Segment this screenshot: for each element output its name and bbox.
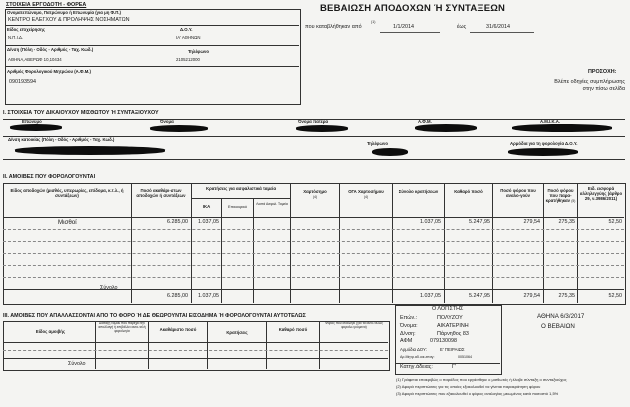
period-prefix: που καταβλήθηκαν από xyxy=(305,24,362,30)
taxed-income-table xyxy=(3,183,626,305)
section1-heading: Ι. ΣΤΟΙΧΕΙΑ ΤΟΥ ΔΙΚΑΙΟΥΧΟΥ ΜΙΣΘΩΤΟΥ Ή ΣΥΝΤΑΞΙΟΥΧΟΥ xyxy=(3,110,159,116)
row-tax-due: 279,54 xyxy=(523,219,540,225)
col-income-type: Είδος αποδοχών (μισθός, υπερωρίες, επίδομα, κ.τ.λ., ή συντάξεων) xyxy=(10,188,124,198)
sum-tax-withheld: 275,35 xyxy=(558,293,575,299)
accountant-name-label: Όνομα: xyxy=(400,323,418,329)
period-footnote-mark: (1) xyxy=(371,20,376,24)
section3-heading: ΙΙΙ. ΑΜΟΙΒΕΣ ΠΟΥ ΑΠΑΛΛΑΣΣΟΝΤΑΙ ΑΠΟ ΤΟ ΦΟΡΟ Ή ΔΕ ΘΕΩΡΟΥΝΤΑΙ ΕΙΣΟΔΗΜΑ Ή ΦΟΡΟΛΟΓΟΥΝΤΑΙ ΑΥΤΟΤΕΛΩΣ xyxy=(3,313,306,319)
footnote-1: (1) Γράφεται επακριβώς ο παρόδος που εργάσθηκε ο μισθωτός ή έλαβε σύνταξη ο συνταξιούχος xyxy=(396,377,567,382)
col-tax-withheld: Ποσό φόρου που παρα-κρατήθηκαν (5) xyxy=(545,188,576,203)
redacted-amika xyxy=(512,124,612,132)
accountant-doy-label: Αρμόδια ΔΟΥ: xyxy=(400,347,427,352)
col-other-funds: Λοιπά Ασφαλ. Ταμεία xyxy=(256,202,288,206)
redacted-address xyxy=(15,146,165,155)
beneficiary-phone-label: Τηλέφωνο xyxy=(367,141,388,146)
row-solidarity: 52,50 xyxy=(608,219,622,225)
accountant-category-label: Κατηγ.άδειας: xyxy=(400,364,433,370)
beneficiary-address-label: Δ/νση κατοικίας (Πόλη - Οδός - Αριθμός - Ταχ. Κωδ.) xyxy=(8,137,115,142)
col-gross: Ποσό ακαθάρι-στων αποδοχών ή συντάξεων xyxy=(136,188,186,198)
sum-tax-due: 279,54 xyxy=(523,293,540,299)
certifier-label: Ο ΒΕΒΑΙΩΝ xyxy=(541,323,575,330)
beneficiary-surname-label: Επώνυμο xyxy=(22,119,42,124)
sum-solidarity: 52,50 xyxy=(608,293,622,299)
row-total-deductions: 1.037,05 xyxy=(420,219,441,225)
col-legal-provision: Διάταξη νόμου που παρέχει την απαλλαγή ή επιβάλλει αυτο-τελή φορολογία xyxy=(98,321,146,333)
beneficiary-doy-label: Αρμόδια για τη φορολογία Δ.Ο.Υ. xyxy=(510,141,578,146)
accountant-reg-label: Αρ.Μητρ.αδ.οικ.επαγ: xyxy=(400,355,435,359)
employer-activity-label: Είδος επιχείρησης xyxy=(7,27,46,32)
redacted-afm xyxy=(415,124,477,132)
footnote-3: (3) Αφορά περιπτώσεις που εξακολουθεί ο φόρος αναλογίας μειωμένος κατά ποσοστό 1,5% xyxy=(396,391,559,396)
col-exempt-tax: Φόρος που αναλογεί (για τα αυτο-τελώς φορολο-γούμενα) xyxy=(325,321,383,329)
beneficiary-father-label: Όνομα πατέρα xyxy=(298,119,328,124)
document-title: ΒΕΒΑΙΩΣΗ ΑΠΟΔΟΧΩΝ Ή ΣΥΝΤΑΞΕΩΝ xyxy=(320,3,506,14)
sum-gross: 6.285,00 xyxy=(167,293,188,299)
employer-heading: ΣΤΟΙΧΕΙΑ ΕΡΓΟΔΟΤΗ - ΦΟΡΕΑ xyxy=(6,2,87,8)
redacted-surname xyxy=(10,124,62,131)
notice-line-2: στην πίσω σελίδα xyxy=(582,86,625,92)
accountant-name: ΑΙΚΑΤΕΡΙΝΗ xyxy=(437,323,469,329)
col-exempt-net: Καθαρό ποσό xyxy=(278,327,308,332)
employer-doy: ΙΑ' ΑΘΗΝΩΝ xyxy=(176,35,201,40)
footnote-2: (2) Αφορά περιπτώσεις για τις οποίες εξακολουθεί να γίνεται παρακράτηση φόρου xyxy=(396,384,541,389)
redacted-phone xyxy=(372,148,408,156)
col-net: Καθαρό ποσό xyxy=(454,189,483,194)
beneficiary-afm-label: Α.Φ.Μ. xyxy=(418,119,432,124)
accountant-address: Πάρνηθος 83 xyxy=(437,331,469,337)
sum-label: Σύνολο xyxy=(100,285,118,291)
col-exempt-gross: Ακαθάριστο ποσό xyxy=(159,327,197,332)
sum-net: 5.247,95 xyxy=(469,293,490,299)
col-exempt-deductions: Κρατήσεις xyxy=(226,330,248,335)
col-fee-type: Είδος αμοιβής xyxy=(35,329,66,334)
redacted-doy xyxy=(508,148,578,156)
employer-name: ΚΕΝΤΡΟ ΕΛΕΓΧΟΥ & ΠΡΟΛΗΨΗΣ ΝΟΣΗΜΑΤΩΝ xyxy=(8,17,130,23)
employer-afm-label: Αριθμός Φορολογικού Μητρώου (Α.Φ.Μ.) xyxy=(7,69,91,74)
employer-address: ΑΘΗΝΑ,ΑΒΕΡΩΦ 10,10434 xyxy=(8,57,62,62)
row-gross: 6.285,00 xyxy=(167,219,188,225)
row-salaries-label: Μισθοί xyxy=(58,219,77,226)
notice-line-1: Βλέπε οδηγίες συμπλήρωσης xyxy=(554,79,625,85)
employer-doy-label: Δ.Ο.Υ. xyxy=(180,27,193,32)
redacted-name xyxy=(150,125,208,132)
sum-ika: 1.037,05 xyxy=(198,293,219,299)
accountant-afm-label: ΑΦΜ xyxy=(400,338,413,344)
accountant-doy: Ε' ΠΕΙΡΑΙΩΣ xyxy=(440,347,465,352)
employer-afm: 090193594 xyxy=(9,79,36,85)
accountant-address-label: Δ/νση: xyxy=(400,331,416,337)
employer-address-label: Δ/νση (Πόλη - Οδός - Αριθμός - Ταχ. Κωδ.) xyxy=(7,47,94,52)
sum-total-deductions: 1.037,05 xyxy=(420,293,441,299)
beneficiary-amika-label: Α.Μ.Ι.Κ.Α. xyxy=(540,119,561,124)
employer-phone: 2105212000 xyxy=(176,57,200,62)
col-oga-stamp: ΟΓΑ Χαρτοσήμου (4) xyxy=(348,189,384,199)
notice-title: ΠΡΟΣΟΧΗ: xyxy=(588,69,617,75)
redacted-father-name xyxy=(296,125,348,132)
employer-phone-label: Τηλέφωνο xyxy=(188,49,209,54)
col-solidarity: Ειδ. εισφορά αλληλεγγύης (άρθρο 29, ν.3986/2011) xyxy=(579,186,623,201)
period-to: 31/6/2014 xyxy=(486,24,510,30)
beneficiary-name-label: Όνομα xyxy=(160,119,174,124)
period-to-label: έως xyxy=(457,24,467,30)
place-date: ΑΘΗΝΑ 6/3/2017 xyxy=(537,313,585,320)
row-ika: 1.037,05 xyxy=(198,219,219,225)
accountant-afm: 079130098 xyxy=(430,338,457,344)
col-ika: ΙΚΑ xyxy=(202,204,211,209)
col-contributions: Κρατήσεις για ασφαλιστικά ταμεία xyxy=(206,186,276,191)
employer-npid-label: Ν.Π.Ι.Δ. xyxy=(8,35,24,40)
accountant-category: Γ' xyxy=(452,364,456,370)
row-tax-withheld: 275,35 xyxy=(558,219,575,225)
col-total-deductions: Σύνολο κρατήσεων xyxy=(398,189,439,194)
section2-heading: ΙΙ. ΑΜΟΙΒΕΣ ΠΟΥ ΦΟΡΟΛΟΓΟΥΝΤΑΙ xyxy=(3,174,96,180)
col-auxiliary: Επικουρικό xyxy=(227,205,247,209)
col-stamp-duty: Χαρτόσημο (4) xyxy=(303,189,327,199)
accountant-reg: 0051064 xyxy=(458,355,472,359)
accountant-surname: ΠΟΛΥΖΟΥ xyxy=(437,315,463,321)
period-from: 1/1/2014 xyxy=(393,24,414,30)
exempt-sum-label: Σύνολο xyxy=(68,361,86,367)
accountant-title: Ο ΛΟΓΙΣΤΗΣ xyxy=(432,306,464,312)
employer-name-label: Ονοματεπώνυμο, Πατρώνυμο ή Επωνυμία (για μη Φ.Π.) xyxy=(7,10,121,15)
col-tax-due: Ποσό φόρου που αναλο-γούν xyxy=(500,188,536,198)
accountant-surname-label: Επών.: xyxy=(400,315,418,321)
row-net: 5.247,95 xyxy=(469,219,490,225)
